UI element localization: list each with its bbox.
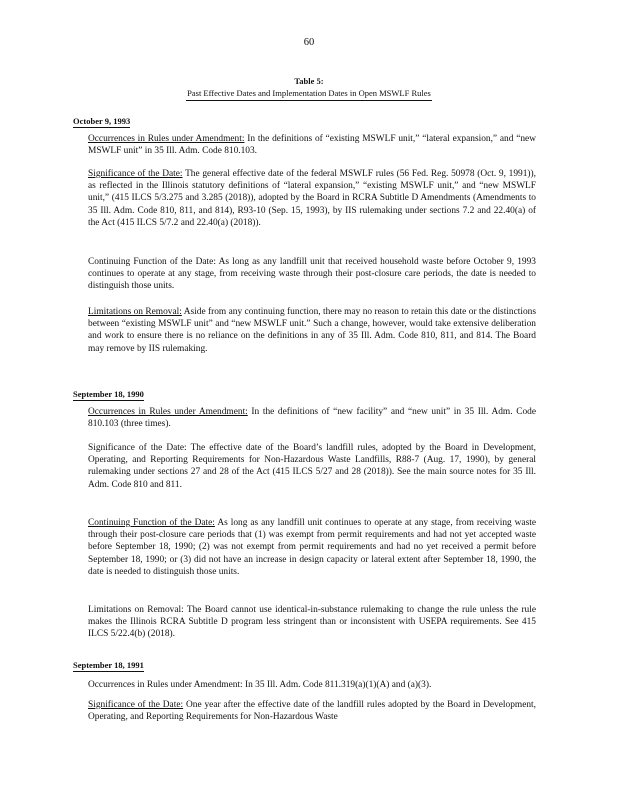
paragraph-label: Significance of the Date: — [88, 700, 184, 710]
paragraph-label: Occurrences in Rules under Amendment: — [88, 407, 248, 417]
table-heading — [0, 75, 618, 101]
paragraph-label: Occurrences in Rules under Amendment: — [88, 134, 245, 144]
occurrences-paragraph — [88, 406, 536, 430]
paragraph-text: In the definitions of “existing MSWLF unit,” “lateral expansion,” and “new MSWLF unit” in 35 Ill. Adm. Code 810.103. — [88, 134, 536, 157]
paragraph-text: The general effective date of the federal MSWLF rules (56 Fed. Reg. 50978 (Oct. 9, 1991)), as reflected in the Illinois statutory definitions of “lateral expansion,” “existing MSWLF unit,” and “new MSWLF unit,” (415 ILCS 5/3.275 and 3.285 (2018)), adopted by the Board in RCRA Subtitle D Amendments (Amendments to 35 Ill. Adm. Code 810, 811, and 814), R93-10 (Sep. 15, 1993), by IIS rulemaking under sections 7.2 and 22.40(a) of the Act (415 ILCS 5/7.2 and 22.40(a) (2018)). — [88, 169, 536, 228]
entry-date: September 18, 1990 — [73, 389, 144, 399]
paragraph-label: Limitations on Removal: — [88, 605, 184, 615]
limitations-paragraph — [88, 604, 536, 641]
significance-paragraph — [88, 168, 536, 229]
significance-paragraph — [88, 442, 536, 491]
paragraph-label: Significance of the Date: — [88, 169, 183, 179]
table-subtitle: Past Effective Dates and Implementation Dates in Open MSWLF Rules — [186, 87, 432, 101]
paragraph-text: In 35 Ill. Adm. Code 811.319(a)(1)(A) and (a)(3). — [242, 680, 432, 690]
paragraph-label: Significance of the Date: — [88, 443, 187, 453]
table-title: Table 5: — [294, 76, 324, 86]
paragraph-text: The effective date of the Board’s landfill rules, adopted by the Board in Development, Operating, and Reporting Requirements for Non-Hazardous Waste Landfills, R88-7 (Aug. 17, 1990), by general rulemaking under sections 27 and 28 of the Act (415 ILCS 5/27 and 28 (2018)). See the main source notes for 35 Ill. Adm. Code 810 and 811. — [88, 443, 536, 490]
entry-date: September 18, 1991 — [73, 660, 144, 670]
paragraph-text: In the definitions of “new facility” and “new unit” in 35 Ill. Adm. Code 810.103 (three times). — [88, 407, 536, 430]
paragraph-label: Continuing Function of the Date: — [88, 518, 215, 528]
entry-date: October 9, 1993 — [73, 116, 131, 126]
continuing-function-paragraph — [88, 256, 536, 293]
paragraph-text: Aside from any continuing function, there may no reason to retain this date or the distinctions between “existing MSWLF unit” and “new MSWLF unit.” Such a change, however, would take extensive deliberation and work to ensure there is no reliance on the definitions in any of 35 Ill. Adm. Code 810, 811, and 814. The Board may remove by IIS rulemaking. — [88, 307, 536, 354]
paragraph-text: As long as any landfill unit continues to operate at any stage, from receiving waste through their post-closure care periods that (1) was exempt from permit requirements and had not yet accepted waste before September 18, 1990; (2) was not exempt from permit requirements and had no yet received a permit before September 18, 1990; or (3) did not have an increase in design capacity or lateral extent after September 18, 1990, the date is needed to distinguish those units. — [88, 518, 536, 577]
occurrences-paragraph — [88, 133, 536, 157]
continuing-function-paragraph — [88, 517, 536, 578]
significance-paragraph — [88, 699, 536, 723]
paragraph-text: One year after the effective date of the landfill rules adopted by the Board in Development, Operating, and Reporting Requirements for Non-Hazardous Waste — [88, 700, 537, 723]
limitations-paragraph — [88, 306, 536, 355]
paragraph-label: Limitations on Removal: — [88, 307, 182, 317]
paragraph-label: Occurrences in Rules under Amendment: — [88, 680, 243, 690]
paragraph-text: As long as any landfill unit that received household waste before October 9, 1993 continues to operate at any stage, from receiving waste through their post-closure care periods, the date is needed to distinguish those units. — [88, 257, 536, 292]
paragraph-label: Continuing Function of the Date: — [88, 257, 216, 267]
paragraph-text: The Board cannot use identical-in-substance rulemaking to change the rule unless the rule makes the Illinois RCRA Subtitle D program less stringent than or inconsistent with USEPA requirements. See 415 ILCS 5/22.4(b) (2018). — [88, 605, 536, 640]
occurrences-paragraph — [88, 679, 536, 691]
page-number: 60 — [303, 37, 315, 48]
